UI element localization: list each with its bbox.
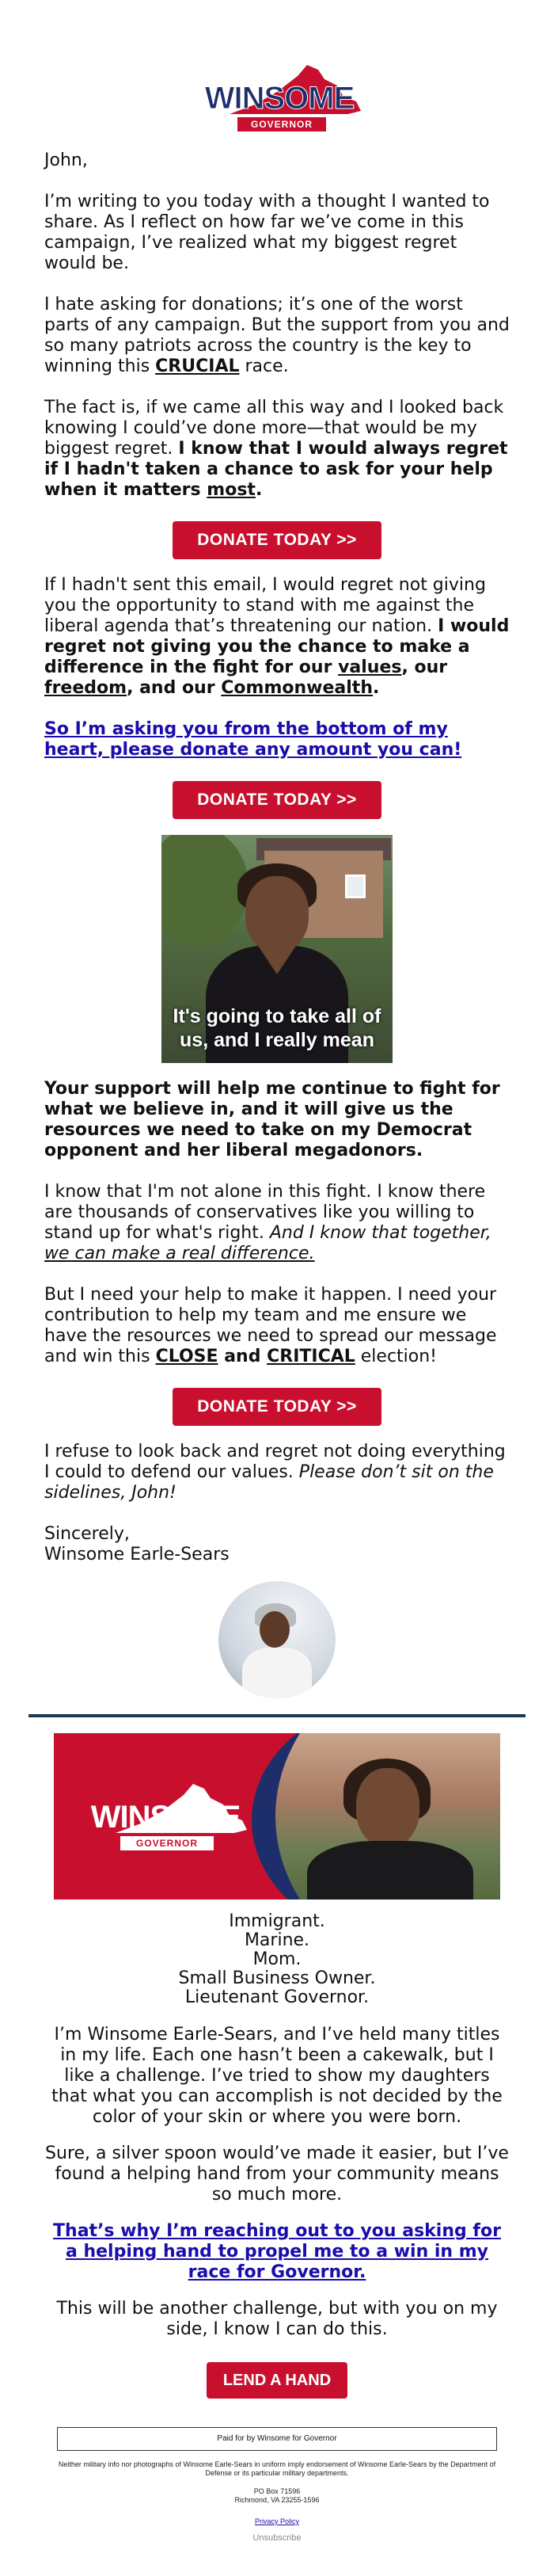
avatar-head — [260, 1611, 290, 1648]
title-item: Immigrant. — [229, 1911, 325, 1931]
campaign-banner[interactable] — [54, 1733, 500, 1900]
paragraph-2 — [44, 295, 510, 377]
letter-body-2 — [0, 575, 554, 760]
p4-values: values — [338, 657, 402, 677]
p2-crucial: CRUCIAL — [155, 356, 240, 376]
logo-wordmark: WINSOME — [204, 81, 355, 116]
p3-text: The fact is, if we came all this way and I looked back knowing I could’ve done more—that would be my biggest regret. — [44, 398, 504, 459]
mailing-address — [57, 2487, 497, 2505]
house-window — [345, 875, 366, 898]
title-item: Small Business Owner. — [178, 1968, 376, 1988]
p4-bold: I would regret not giving you the chance to make a difference in the fight for our — [44, 616, 510, 677]
greeting: John, — [44, 151, 88, 170]
donate-button-1[interactable]: DONATE TODAY >> — [173, 521, 381, 559]
title-item: Lieutenant Governor. — [184, 1987, 370, 2007]
bio-link-paragraph — [44, 2221, 510, 2283]
bio-paragraph-1: I’m Winsome Earle-Sears, and I’ve held many titles in my life. Each one hasn’t been a cakewalk, but I like a challenge. I’ve tried to show my daughters that what you can accomplish is not decided by the color of your skin or where you were born. — [51, 2025, 503, 2127]
paragraph-1: I’m writing to you today with a thought I wanted to share. As I reflect on how far we’ve come in this campaign, I’ve realized what my biggest regret would be. — [44, 192, 490, 273]
paragraph-8 — [44, 1442, 510, 1503]
avatar-body — [242, 1648, 312, 1698]
donate-button-3[interactable]: DONATE TODAY >> — [173, 1388, 381, 1426]
p8-text: I refuse to look back and regret not doing everything I could to defend our values. — [44, 1442, 506, 1482]
title-item: Mom. — [252, 1949, 302, 1969]
banner-wordmark: WINSOME — [90, 1800, 241, 1835]
p4-freedom: freedom — [44, 678, 127, 698]
po-box: PO Box 71596 — [253, 2487, 301, 2495]
paragraph-5: Your support will help me continue to fight for what we believe in, and it will give us the resources we need to take on my Democrat opponent and her liberal megadonors. — [44, 1079, 500, 1160]
logo-subtitle: GOVERNOR — [237, 117, 326, 131]
paid-for-box: Paid for by Winsome for Governor — [57, 2427, 497, 2451]
privacy-policy-link[interactable]: Privacy Policy — [254, 2517, 299, 2525]
paragraph-4 — [44, 575, 510, 699]
helping-hand-link[interactable]: That’s why I’m reaching out to you asking for a helping hand to propel me to a win in my race for Governor. — [53, 2221, 501, 2282]
donate-ask-link[interactable]: So I’m asking you from the bottom of my heart, please donate any amount you can! — [44, 719, 462, 760]
p6-italic: And I know that together, — [269, 1223, 491, 1243]
bio-section — [0, 1912, 554, 2399]
p3-bold: I know that I would always regret if I hadn't taken a chance to ask for your help when it matters — [44, 439, 508, 500]
header — [0, 0, 554, 151]
bio-paragraph-3: This will be another challenge, but with you on my side, I know I can do this. — [56, 2299, 498, 2339]
banner-subtitle: GOVERNOR — [120, 1836, 214, 1850]
letter-body-4 — [0, 1442, 554, 1565]
p4-text: If I hadn't sent this email, I would regret not giving you the opportunity to stand with me against the liberal agenda that’s threatening our nation. — [44, 575, 486, 636]
signature: Winsome Earle-Sears — [44, 1545, 230, 1564]
p4-end: . — [372, 678, 380, 698]
p7-text: But I need your help to make it happen. I need your contribution to help my team and me ensure we have the resources we need to spread our message and win this — [44, 1285, 497, 1366]
caption-line-2: us, and I really mean — [180, 1029, 374, 1051]
city-line: Richmond, VA 23255-1596 — [234, 2496, 320, 2504]
p2-end: race. — [239, 356, 289, 376]
p4-commonwealth: Commonwealth — [221, 678, 373, 698]
donate-button-2[interactable]: DONATE TODAY >> — [173, 781, 381, 819]
caption-line-1: It's going to take all of — [173, 1005, 381, 1027]
p7-end: election! — [355, 1347, 437, 1366]
signoff-block — [44, 1524, 510, 1565]
p3-end: . — [255, 480, 263, 500]
footer — [0, 2399, 554, 2559]
person-head — [245, 876, 309, 952]
avatar — [218, 1581, 336, 1698]
p4-comma-2: , and our — [127, 678, 222, 698]
video-thumbnail[interactable] — [161, 835, 393, 1063]
p2-text: I hate asking for donations; it’s one of the worst parts of any campaign. But the support from you and so many patriots across the country is the key to winning this — [44, 295, 510, 376]
p3-most: most — [207, 480, 256, 500]
p8-italic: Please don’t sit on the sidelines, John! — [44, 1462, 494, 1503]
paragraph-3 — [44, 398, 510, 501]
p7-and: and — [218, 1347, 268, 1366]
tree-shape — [161, 835, 249, 946]
p7-close: CLOSE — [155, 1347, 218, 1366]
ask-paragraph — [44, 719, 510, 760]
banner-logo — [68, 1782, 258, 1855]
signoff: Sincerely, — [44, 1524, 130, 1544]
paragraph-7 — [44, 1285, 510, 1367]
lend-a-hand-button[interactable]: LEND A HAND — [207, 2362, 347, 2399]
letter-body — [0, 151, 554, 501]
military-disclaimer: Neither military info nor photographs of Winsome Earle-Sears in uniform imply endorsement of Winsome Earle-Sears by the Department of Defense or its particular military departments. — [58, 2460, 496, 2477]
title-item: Marine. — [244, 1930, 310, 1950]
p7-critical: CRITICAL — [267, 1347, 355, 1366]
p6-text: I know that I'm not alone in this fight. I know there are thousands of conservatives like you willing to stand up for what's right. — [44, 1182, 486, 1243]
bio-paragraph-2: Sure, a silver spoon would’ve made it easier, but I’ve found a helping hand from your community means so much more. — [45, 2143, 509, 2204]
video-caption — [161, 1004, 393, 1052]
letter-body-3 — [0, 1079, 554, 1367]
banner-person-body — [307, 1841, 473, 1900]
titles-list — [44, 1912, 510, 2007]
paragraph-6 — [44, 1182, 510, 1264]
p6-italic-underline: we can make a real difference. — [44, 1244, 315, 1263]
banner-person-head — [356, 1768, 419, 1847]
campaign-logo[interactable] — [182, 62, 372, 135]
p4-comma-1: , our — [401, 657, 448, 677]
unsubscribe-link[interactable]: Unsubscribe — [252, 2533, 302, 2543]
section-divider — [28, 1714, 526, 1717]
